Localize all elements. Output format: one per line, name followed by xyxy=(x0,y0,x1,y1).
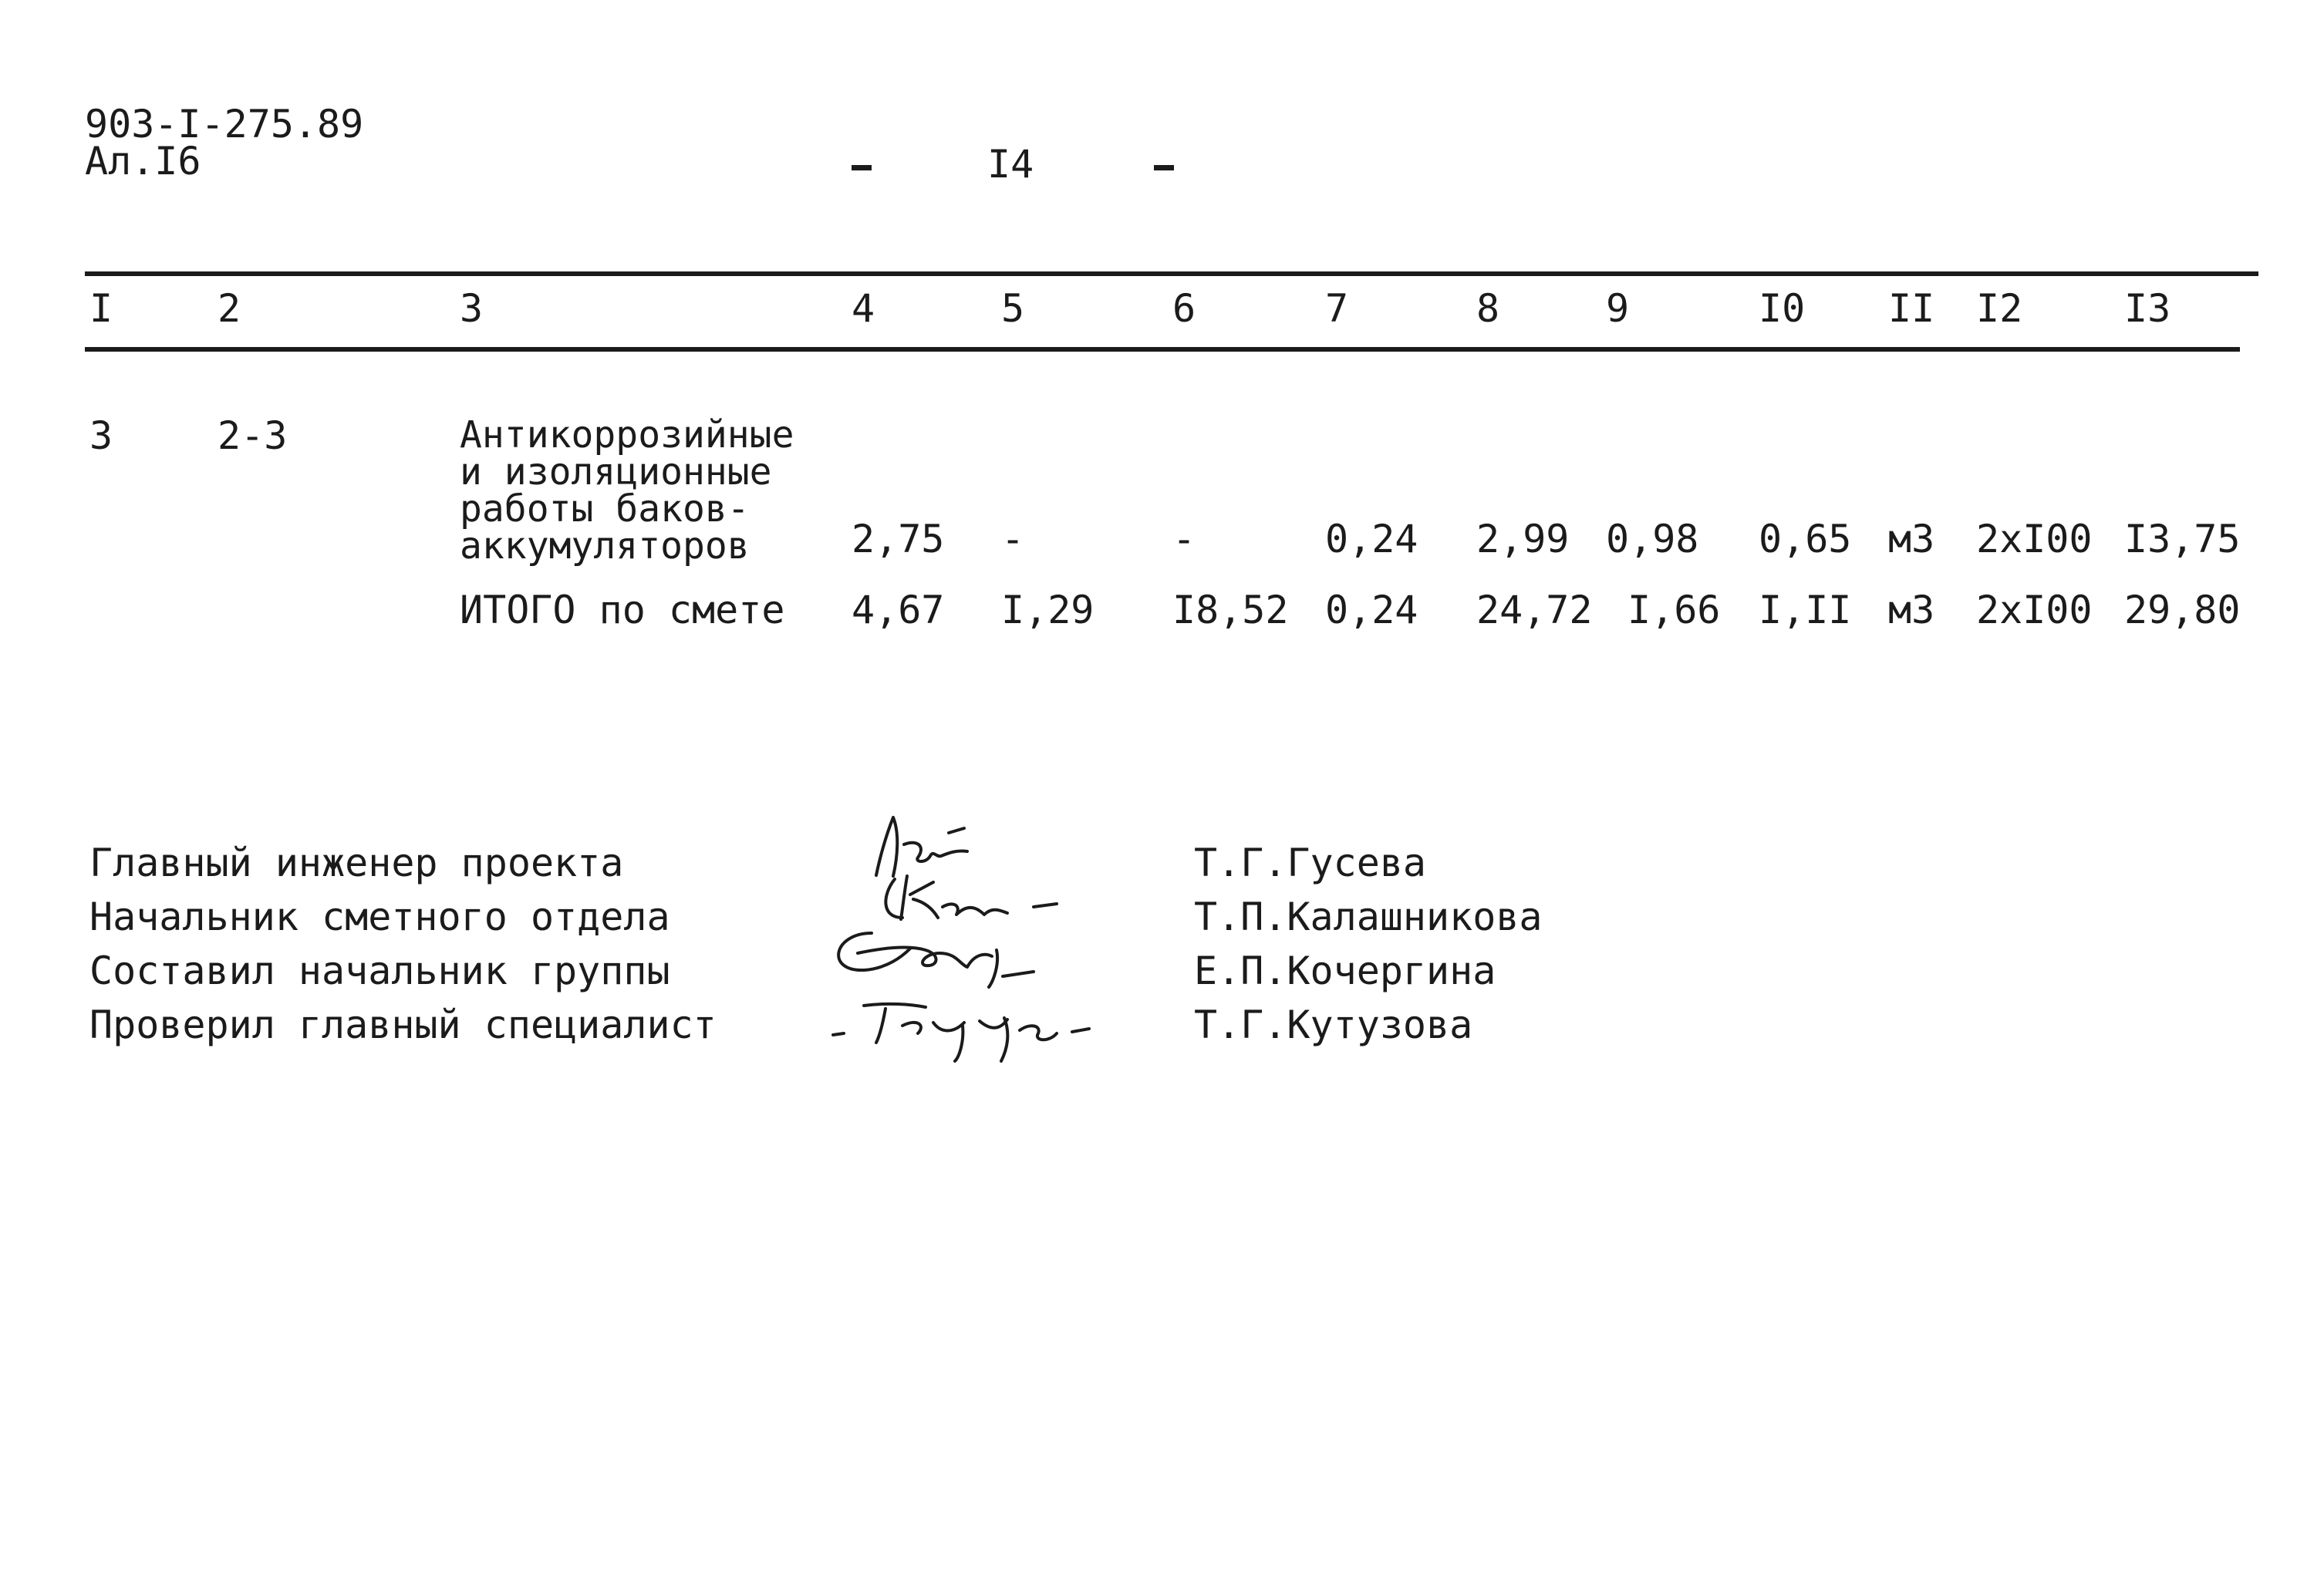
total-cell-8: 24,72 xyxy=(1476,588,1593,632)
signature-name-4: Т.Г.Кутузова xyxy=(1194,1003,1473,1047)
document-code: 903-I-275.89 xyxy=(85,102,364,147)
total-cell-5: I,29 xyxy=(1001,588,1095,632)
column-header-1: I xyxy=(89,286,113,331)
column-header-4: 4 xyxy=(852,286,875,331)
row-cell-10: 0,65 xyxy=(1759,517,1852,561)
sheet-number: Ал.I6 xyxy=(85,139,201,184)
page-number-dash-right xyxy=(1154,165,1174,170)
total-cell-4: 4,67 xyxy=(852,588,945,632)
handwritten-signature-3 xyxy=(838,933,1034,987)
column-header-3: 3 xyxy=(460,286,484,331)
column-header-13: I3 xyxy=(2124,286,2171,331)
page-number-dash-left xyxy=(852,165,872,170)
row-description-line: аккумуляторов xyxy=(460,524,750,568)
row-cell-2: 2-3 xyxy=(218,413,288,458)
handwritten-signature-2 xyxy=(885,876,1057,919)
column-header-7: 7 xyxy=(1325,286,1349,331)
signature-name-1: Т.Г.Гусева xyxy=(1194,841,1427,885)
row-cell-11: м3 xyxy=(1888,517,1935,561)
total-cell-6: I8,52 xyxy=(1172,588,1289,632)
total-cell-9: I,66 xyxy=(1627,588,1721,632)
handwritten-signatures xyxy=(802,802,1188,1080)
total-cell-11: м3 xyxy=(1888,588,1935,632)
signature-name-2: Т.П.Калашникова xyxy=(1194,895,1543,939)
column-header-9: 9 xyxy=(1606,286,1630,331)
row-description-line: работы баков- xyxy=(460,487,750,531)
column-header-10: I0 xyxy=(1759,286,1806,331)
row-cell-13: I3,75 xyxy=(2124,517,2241,561)
total-label: ИТОГО по смете xyxy=(460,588,785,632)
column-header-2: 2 xyxy=(218,286,241,331)
signature-role-4: Проверил главный специалист xyxy=(89,1003,717,1047)
total-cell-7: 0,24 xyxy=(1325,588,1418,632)
column-header-11: II xyxy=(1888,286,1935,331)
row-cell-1: 3 xyxy=(89,413,113,458)
table-header-bottom-rule xyxy=(85,347,2240,352)
total-cell-13: 29,80 xyxy=(2124,588,2241,632)
row-cell-6: - xyxy=(1172,517,1196,561)
total-cell-10: I,II xyxy=(1759,588,1852,632)
row-cell-9: 0,98 xyxy=(1606,517,1699,561)
row-cell-4: 2,75 xyxy=(852,517,945,561)
page-number: I4 xyxy=(987,142,1034,187)
column-header-6: 6 xyxy=(1172,286,1196,331)
column-header-12: I2 xyxy=(1976,286,2023,331)
column-header-5: 5 xyxy=(1001,286,1025,331)
handwritten-signature-1 xyxy=(876,817,967,876)
row-cell-7: 0,24 xyxy=(1325,517,1418,561)
signature-role-3: Составил начальник группы xyxy=(89,949,670,993)
row-description-line: Антикоррозийные xyxy=(460,413,794,457)
signature-role-1: Главный инженер проекта xyxy=(89,841,624,885)
row-cell-8: 2,99 xyxy=(1476,517,1570,561)
signature-name-3: Е.П.Кочергина xyxy=(1194,949,1496,993)
row-cell-5: - xyxy=(1001,517,1025,561)
column-header-8: 8 xyxy=(1476,286,1500,331)
signature-role-2: Начальник сметного отдела xyxy=(89,895,670,939)
table-top-rule xyxy=(85,271,2258,276)
total-cell-12: 2хI00 xyxy=(1976,588,2093,632)
row-description-line: и изоляционные xyxy=(460,450,772,494)
handwritten-signature-4 xyxy=(833,1004,1089,1061)
row-cell-12: 2хI00 xyxy=(1976,517,2093,561)
